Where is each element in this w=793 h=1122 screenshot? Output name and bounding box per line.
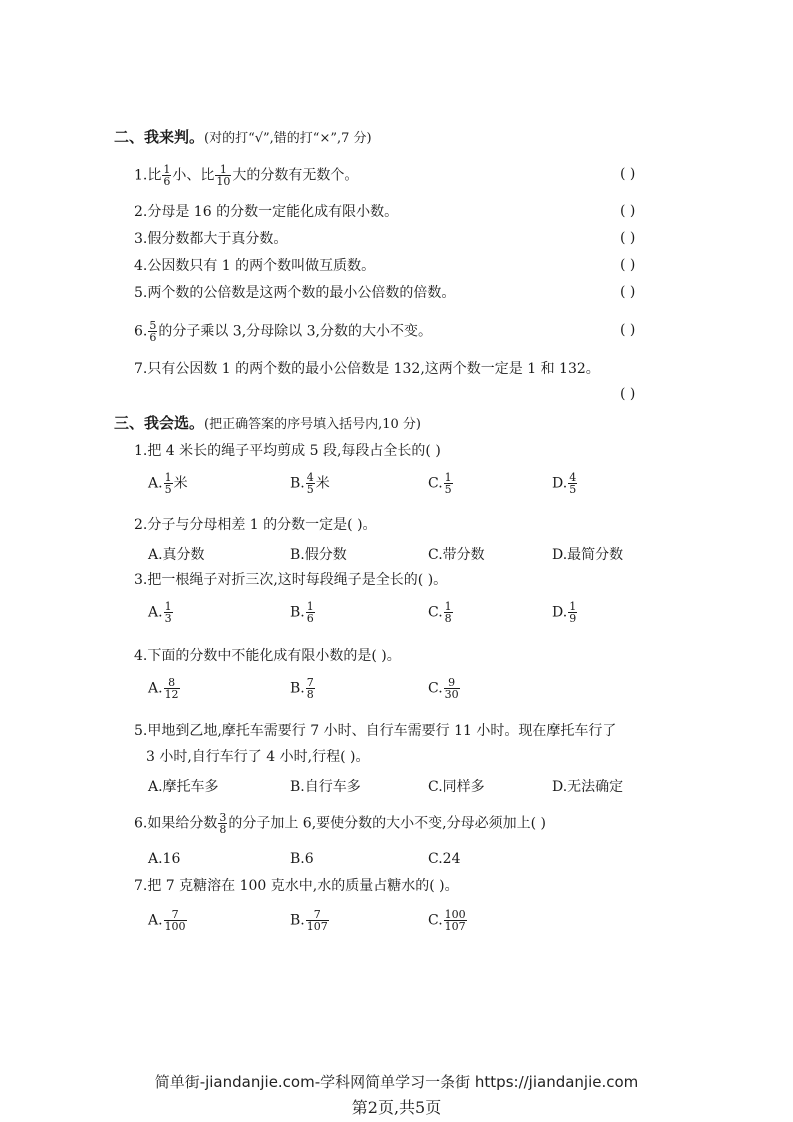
option-c[interactable]: C. $\frac{1}{8}$ — [428, 600, 452, 625]
fraction: $\frac{4}{5}$ — [569, 471, 577, 496]
fraction: $\frac{1}{5}$ — [164, 471, 172, 496]
fraction: $\frac{1}{8}$ — [444, 600, 452, 625]
option-d[interactable]: D.无法确定 — [552, 779, 624, 795]
option-c[interactable]: C.带分数 — [428, 547, 485, 563]
judge-question-3: 3.假分数都大于真分数。 — [134, 231, 288, 247]
watermark-footer: 简单街-jiandanjie.com-学科网简单学习一条街 https://jiandanjie.com — [154, 1073, 639, 1091]
option-b[interactable]: B.6 — [290, 851, 314, 867]
option-d[interactable]: D. $\frac{4}{5}$ — [552, 471, 577, 496]
fraction: $\frac{9}{30}$ — [444, 676, 459, 701]
judge-question-1: 1.比 $\frac{1}{6}$ 小、比 $\frac{1}{10}$ 大的分数有无数个。 — [134, 163, 359, 188]
judge-question-2: 2.分母是 16 的分数一定能化成有限小数。 — [134, 204, 399, 220]
fraction: $\frac{1}{6}$ — [163, 163, 171, 188]
option-b[interactable]: B.自行车多 — [290, 779, 361, 795]
option-a[interactable]: A. $\frac{8}{12}$ — [148, 676, 179, 701]
option-a[interactable]: A.摩托车多 — [148, 779, 219, 795]
option-d[interactable]: D.最简分数 — [552, 547, 624, 563]
fraction: $\frac{1}{9}$ — [569, 600, 577, 625]
fraction: $\frac{1}{6}$ — [306, 600, 314, 625]
choice-question-5-line2: 3 小时,自行车行了 4 小时,行程( )。 — [146, 749, 370, 765]
fraction: $\frac{100}{107}$ — [444, 908, 466, 933]
option-a[interactable]: A.16 — [148, 851, 181, 867]
choice-question-7: 7.把 7 克糖溶在 100 克水中,水的质量占糖水的( )。 — [134, 878, 459, 894]
fraction: $\frac{7}{107}$ — [306, 908, 328, 933]
choice-question-3: 3.把一根绳子对折三次,这时每段绳子是全长的( )。 — [134, 572, 448, 588]
section3-note: (把正确答案的序号填入括号内,10 分) — [204, 417, 421, 432]
option-c[interactable]: C. $\frac{100}{107}$ — [428, 908, 466, 933]
answer-blank-6[interactable]: ( ) — [620, 322, 636, 338]
fraction: $\frac{8}{12}$ — [164, 676, 179, 701]
option-d[interactable]: D. $\frac{1}{9}$ — [552, 600, 577, 625]
judge-question-5: 5.两个数的公倍数是这两个数的最小公倍数的倍数。 — [134, 285, 456, 301]
answer-blank-7[interactable]: ( ) — [620, 386, 636, 402]
choice-question-1: 1.把 4 米长的绳子平均剪成 5 段,每段占全长的( ) — [134, 443, 441, 459]
choice-question-5-line1: 5.甲地到乙地,摩托车需要行 7 小时、自行车需要行 11 小时。现在摩托车行了 — [134, 723, 617, 739]
section2-title: 二、我来判。 — [114, 128, 205, 146]
fraction: $\frac{3}{8}$ — [219, 811, 227, 836]
option-b[interactable]: B. $\frac{1}{6}$ — [290, 600, 314, 625]
answer-blank-1[interactable]: ( ) — [620, 166, 636, 182]
option-b[interactable]: B. $\frac{4}{5}$ 米 — [290, 471, 330, 496]
choice-question-6: 6.如果给分数 $\frac{3}{8}$ 的分子加上 6,要使分数的大小不变,分母必须加上( ) — [134, 811, 546, 836]
fraction: $\frac{1}{5}$ — [444, 471, 452, 496]
choice-question-4: 4.下面的分数中不能化成有限小数的是( )。 — [134, 648, 401, 664]
option-a[interactable]: A. $\frac{7}{100}$ — [148, 908, 186, 933]
page-number: 第2页,共5页 — [351, 1098, 442, 1117]
option-c[interactable]: C. $\frac{1}{5}$ — [428, 471, 452, 496]
section2-heading — [114, 128, 372, 148]
choice-question-2: 2.分子与分母相差 1 的分数一定是( )。 — [134, 517, 377, 533]
answer-blank-2[interactable]: ( ) — [620, 203, 636, 219]
fraction: $\frac{7}{8}$ — [306, 676, 314, 701]
fraction: $\frac{4}{5}$ — [306, 471, 314, 496]
section3-heading — [114, 414, 421, 434]
option-a[interactable]: A.真分数 — [148, 547, 205, 563]
option-b[interactable]: B.假分数 — [290, 547, 347, 563]
section3-title: 三、我会选。 — [114, 414, 205, 432]
option-c[interactable]: C.同样多 — [428, 779, 485, 795]
section2-note: (对的打“√”,错的打“×”,7 分) — [204, 131, 372, 146]
option-c[interactable]: C. $\frac{9}{30}$ — [428, 676, 459, 701]
option-b[interactable]: B. $\frac{7}{107}$ — [290, 908, 328, 933]
answer-blank-3[interactable]: ( ) — [620, 230, 636, 246]
answer-blank-4[interactable]: ( ) — [620, 257, 636, 273]
judge-question-4: 4.公因数只有 1 的两个数叫做互质数。 — [134, 258, 376, 274]
fraction: $\frac{1}{10}$ — [216, 163, 231, 188]
option-c[interactable]: C.24 — [428, 851, 461, 867]
answer-blank-5[interactable]: ( ) — [620, 284, 636, 300]
option-b[interactable]: B. $\frac{7}{8}$ — [290, 676, 314, 701]
fraction: $\frac{1}{3}$ — [164, 600, 172, 625]
judge-question-7: 7.只有公因数 1 的两个数的最小公倍数是 132,这两个数一定是 1 和 132。 — [134, 361, 600, 377]
option-a[interactable]: A. $\frac{1}{3}$ — [148, 600, 172, 625]
option-a[interactable]: A. $\frac{1}{5}$ 米 — [148, 471, 188, 496]
fraction: $\frac{5}{6}$ — [149, 319, 157, 344]
judge-question-6: 6. $\frac{5}{6}$ 的分子乘以 3,分母除以 3,分数的大小不变。 — [134, 319, 432, 344]
fraction: $\frac{7}{100}$ — [164, 908, 186, 933]
